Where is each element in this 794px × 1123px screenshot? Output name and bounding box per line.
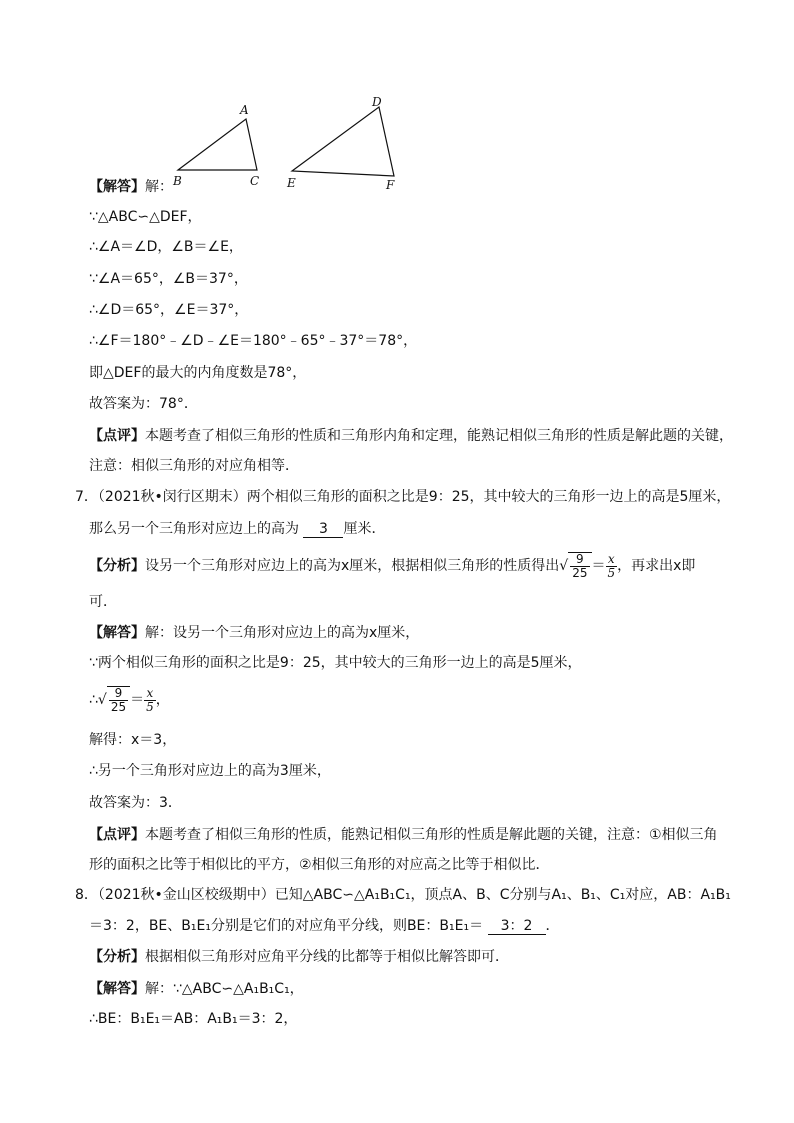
q6-line-2: ∴∠A＝∠D，∠B＝∠E， xyxy=(89,239,243,255)
jieda-tag: 【解答】 xyxy=(89,981,145,997)
q6-dianping-1: 【点评】本题考查了相似三角形的性质和三角形内角和定理，能熟记相似三角形的性质是解此题的关键， xyxy=(89,428,733,444)
q7-line-2: ∴√ $\frac{9}{25}$ ＝ $\frac{x}{5}$ ， xyxy=(89,685,170,714)
q6-line-3: ∵∠A＝65°，∠B＝37°， xyxy=(89,271,248,287)
q8-answer-blank: 3：2 xyxy=(488,918,546,935)
sqrt-expression: √ $\frac{9}{25}$ xyxy=(98,686,130,714)
q7-line-3: 解得：x＝3， xyxy=(89,732,177,748)
q7-dianping-1: 【点评】本题考查了相似三角形的性质，能熟记相似三角形的性质是解此题的关键，注意：①相似三角 xyxy=(89,827,718,843)
q7-line-5: 故答案为：3． xyxy=(89,795,182,811)
q7-line-4: ∴另一个三角形对应边上的高为3厘米， xyxy=(89,763,331,779)
q6-line-4: ∴∠D＝65°，∠E＝37°， xyxy=(89,302,249,318)
q7-fenxi-2: 可． xyxy=(89,594,117,610)
q8-jieda: 【解答】解：∵△ABC∽△A₁B₁C₁， xyxy=(89,981,304,997)
label-d: D xyxy=(372,95,382,109)
q7-fenxi: 【分析】设另一个三角形对应边上的高为x厘米，根据相似三角形的性质得出√ $\frac{9}{25}$ ＝ $\frac{x}{5}$ ，再求出x即 xyxy=(89,551,696,580)
jieda-tag: 【解答】 xyxy=(89,625,145,641)
q6-line-7: 故答案为：78°． xyxy=(89,396,198,412)
triangle-abc xyxy=(178,119,257,170)
q8-stem-1: 8．（2021秋•金山区校级期中）已知△ABC∽△A₁B₁C₁，顶点A、B、C分别与A₁、B₁、C₁对应，AB：A₁B₁ xyxy=(75,887,731,903)
label-a: A xyxy=(240,103,249,117)
q6-line-1: ∵△ABC∽△DEF， xyxy=(89,209,202,225)
triangles-figure xyxy=(165,92,425,192)
q8-line-1: ∴BE：B₁E₁＝AB：A₁B₁＝3：2， xyxy=(89,1011,298,1027)
q8-stem-2: ＝3：2，BE、B₁E₁分别是它们的对应角平分线，则BE：B₁E₁＝ 3：2 ． xyxy=(89,918,560,934)
q6-line-5: ∴∠F＝180°﹣∠D﹣∠E＝180°﹣65°﹣37°＝78°， xyxy=(89,333,418,349)
jieda-tag: 【解答】 xyxy=(89,179,145,195)
q8-fenxi: 【分析】根据相似三角形对应角平分线的比都等于相似比解答即可． xyxy=(89,949,509,965)
label-c: C xyxy=(250,174,260,188)
fenxi-tag: 【分析】 xyxy=(89,949,145,965)
label-f: F xyxy=(386,178,395,192)
triangle-def xyxy=(292,107,394,176)
q6-jieda: 【解答】解： xyxy=(89,179,173,195)
q6-line-6: 即△DEF的最大的内角度数是78°， xyxy=(89,365,307,381)
sqrt-expression: √ $\frac{9}{25}$ xyxy=(559,552,591,580)
fenxi-tag: 【分析】 xyxy=(89,558,145,574)
label-b: B xyxy=(173,174,182,188)
q7-jieda: 【解答】解：设另一个三角形对应边上的高为x厘米， xyxy=(89,625,420,641)
q6-dianping-2: 注意：相似三角形的对应角相等． xyxy=(89,458,299,474)
dianping-tag: 【点评】 xyxy=(89,428,145,444)
q7-answer-blank: 3 xyxy=(303,521,343,538)
q7-stem-2: 那么另一个三角形对应边上的高为 3 厘米． xyxy=(89,521,386,537)
dianping-tag: 【点评】 xyxy=(89,827,145,843)
q7-dianping-2: 形的面积之比等于相似比的平方，②相似三角形的对应高之比等于相似比． xyxy=(89,857,550,873)
q7-stem-1: 7．（2021秋•闵行区期末）两个相似三角形的面积之比是9：25，其中较大的三角形一边上的高是5厘米， xyxy=(75,489,731,505)
label-e: E xyxy=(287,176,296,190)
q7-line-1: ∵两个相似三角形的面积之比是9：25，其中较大的三角形一边上的高是5厘米， xyxy=(89,655,582,671)
